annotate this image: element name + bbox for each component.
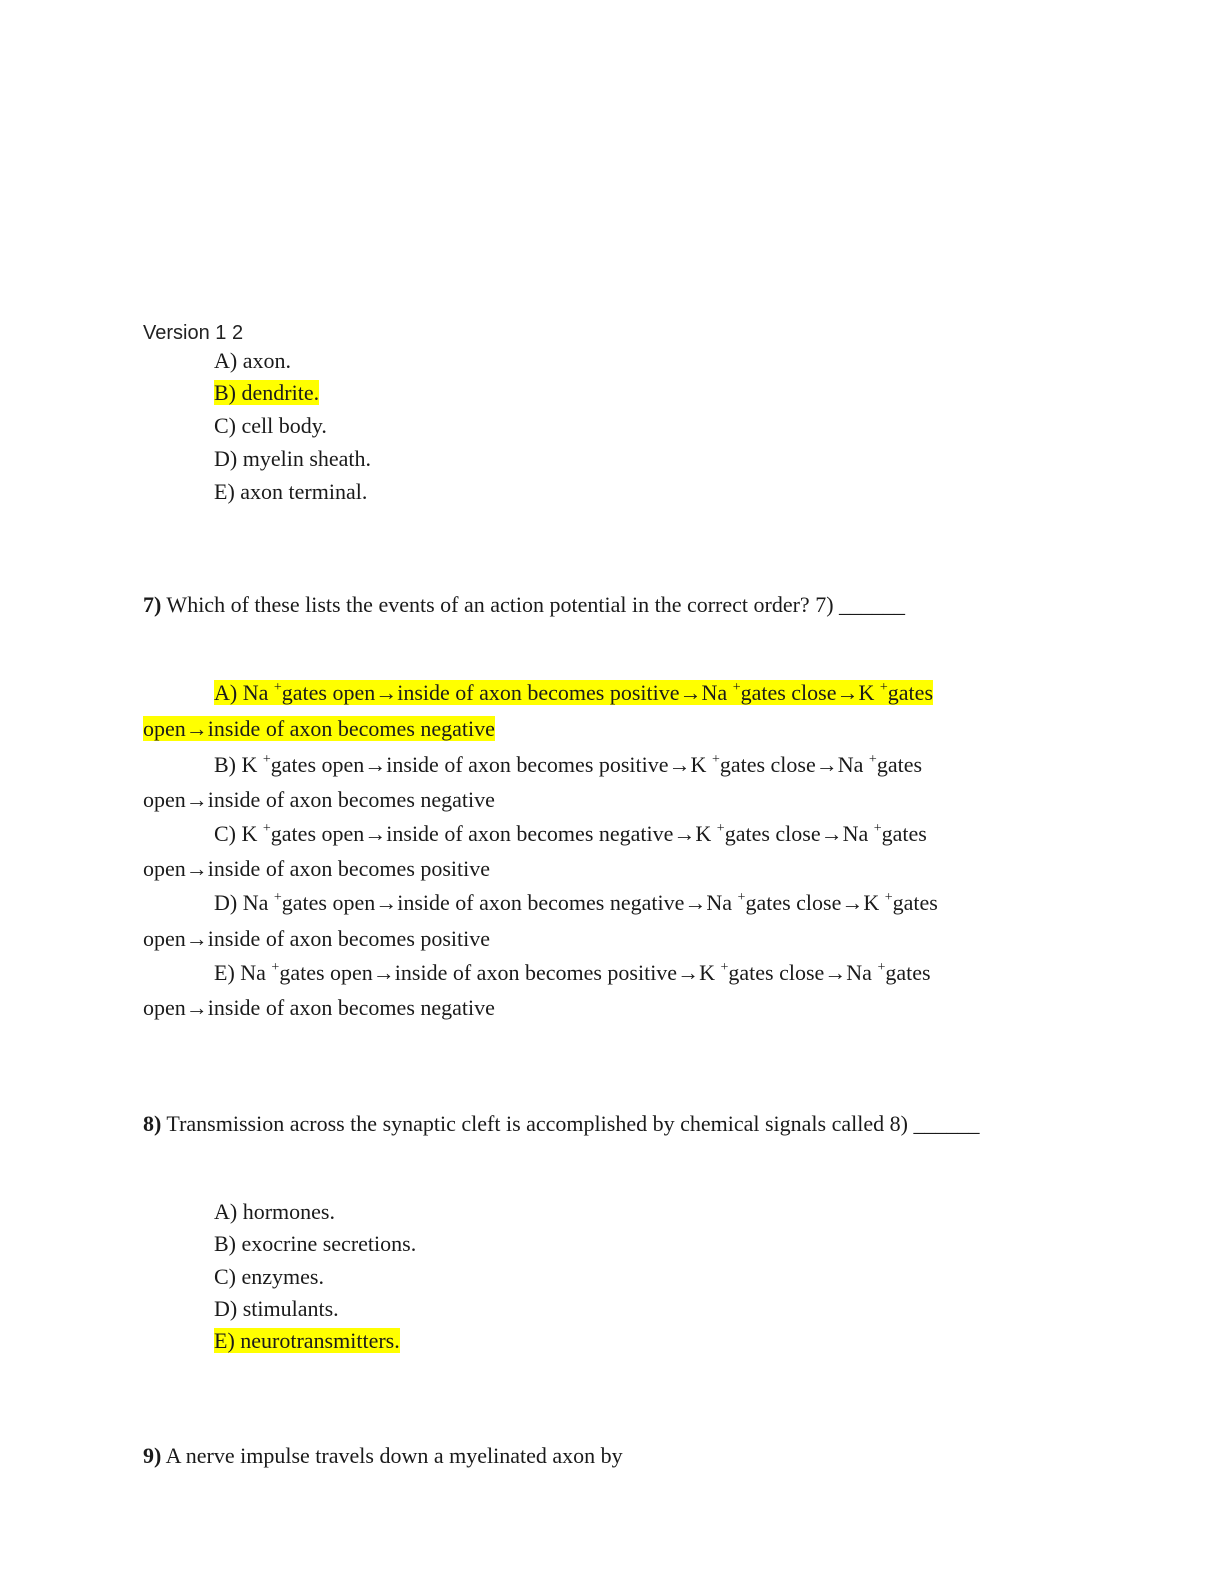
q7-option-e-line2: open→inside of axon becomes negative: [143, 995, 495, 1020]
q7-option-b-line2: open→inside of axon becomes negative: [143, 787, 495, 812]
question-number: 8): [143, 1111, 162, 1136]
q6-option-b: [214, 378, 319, 408]
question-text: Transmission across the synaptic cleft is accomplished by chemical signals called 8) ______: [161, 1111, 980, 1136]
correct-answer-highlight: E) neurotransmitters.: [214, 1328, 400, 1353]
q7-option-c-line2: open→inside of axon becomes positive: [143, 856, 491, 881]
q6-option-d: D) myelin sheath.: [214, 446, 372, 471]
q7-option-c-line1: C) K +gates open→inside of axon becomes negative→K +gates close→Na +gates: [214, 821, 927, 846]
q6-option-c: C) cell body.: [214, 413, 327, 438]
q8-option-b: B) exocrine secretions.: [214, 1231, 417, 1256]
q7-option-e-line1: E) Na +gates open→inside of axon becomes positive→K +gates close→Na +gates: [214, 960, 931, 985]
q7-option-a-line2: [143, 714, 495, 744]
q7-option-b-line1: B) K +gates open→inside of axon becomes positive→K +gates close→Na +gates: [214, 752, 923, 777]
correct-answer-highlight: A) Na +gates open→inside of axon becomes positive→Na +gates close→K +gates: [214, 680, 933, 705]
question-8-stem: [143, 1109, 979, 1139]
question-7-stem: [143, 590, 905, 620]
question-text: Which of these lists the events of an action potential in the correct order? 7) ______: [161, 592, 906, 617]
version-label: Version 1 2: [143, 322, 244, 344]
q8-option-a: A) hormones.: [214, 1199, 335, 1224]
q7-option-d-line2: open→inside of axon becomes positive: [143, 926, 491, 951]
q8-option-e: [214, 1326, 400, 1356]
question-number: 7): [143, 592, 162, 617]
q7-option-d-line1: D) Na +gates open→inside of axon becomes negative→Na +gates close→K +gates: [214, 890, 938, 915]
q6-option-e: E) axon terminal.: [214, 479, 368, 504]
q8-option-c: C) enzymes.: [214, 1264, 324, 1289]
q7-option-a-line1: [214, 678, 933, 708]
question-text: A nerve impulse travels down a myelinated axon by: [161, 1443, 623, 1468]
q6-option-a: A) axon.: [214, 348, 291, 373]
question-9-stem: [143, 1441, 623, 1471]
question-number: 9): [143, 1443, 162, 1468]
correct-answer-highlight: B) dendrite.: [214, 380, 320, 405]
q8-option-d: D) stimulants.: [214, 1296, 339, 1321]
correct-answer-highlight: open→inside of axon becomes negative: [143, 716, 495, 741]
